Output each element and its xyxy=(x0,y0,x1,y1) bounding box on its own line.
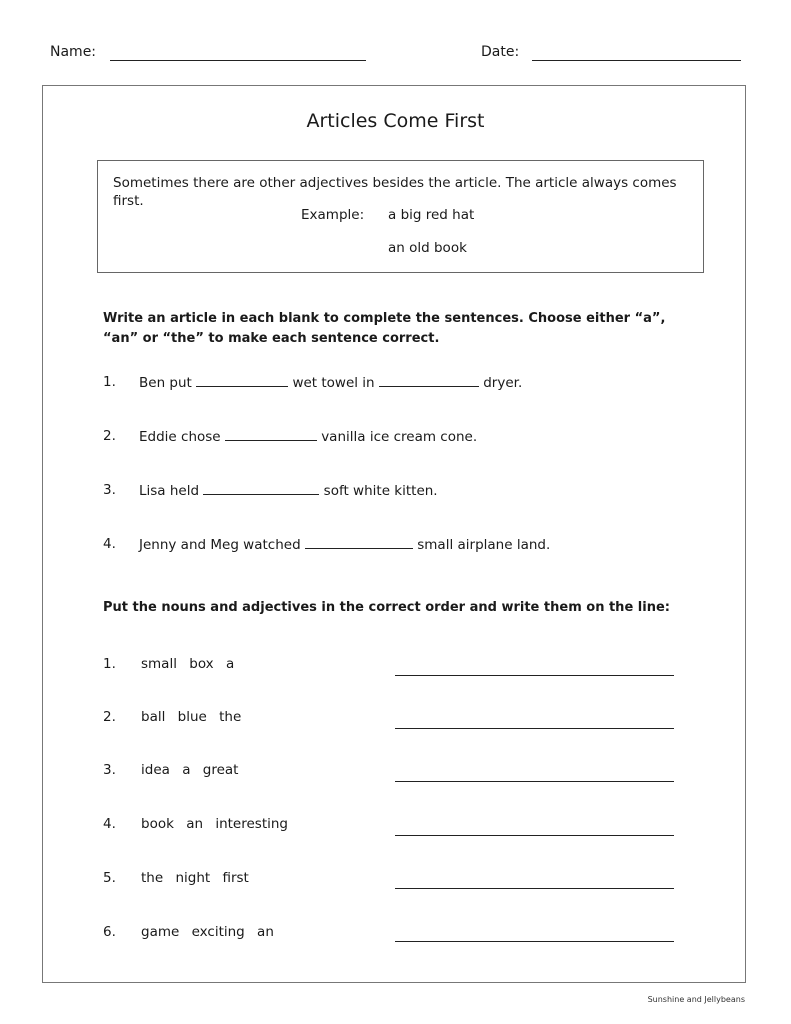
name-label: Name: xyxy=(50,44,97,60)
sentence-text: Jenny and Meg watched xyxy=(139,537,301,553)
word-list: game exciting an xyxy=(141,924,274,940)
info-text: Sometimes there are other adjectives besides the article. The article always comes first. xyxy=(113,175,677,209)
answer-line[interactable] xyxy=(395,888,674,889)
item-number: 1. xyxy=(103,656,116,672)
sentence-text: wet towel in xyxy=(292,375,375,391)
sentence-number: 4. xyxy=(103,536,116,552)
answer-line[interactable] xyxy=(395,675,674,676)
item-number: 6. xyxy=(103,924,116,940)
answer-line[interactable] xyxy=(395,835,674,836)
item-number: 4. xyxy=(103,816,116,832)
sentence-text: vanilla ice cream cone. xyxy=(321,429,478,445)
sentence-text: small airplane land. xyxy=(417,537,551,553)
word-list: ball blue the xyxy=(141,709,242,725)
answer-line[interactable] xyxy=(395,781,674,782)
part2-instructions: Put the nouns and adjectives in the correct order and write them on the line: xyxy=(103,600,670,615)
date-field-line[interactable] xyxy=(532,60,741,61)
sentence-number: 2. xyxy=(103,428,116,444)
date-label: Date: xyxy=(481,44,520,60)
worksheet-title: Articles Come First xyxy=(306,110,485,132)
word-list: book an interesting xyxy=(141,816,288,832)
answer-line[interactable] xyxy=(395,941,674,942)
sentence-4 xyxy=(139,536,550,553)
example-phrase-2: an old book xyxy=(388,240,467,256)
item-number: 5. xyxy=(103,870,116,886)
sentence-1 xyxy=(139,374,522,391)
item-number: 3. xyxy=(103,762,116,778)
example-label: Example: xyxy=(301,207,365,223)
sentence-2 xyxy=(139,428,477,445)
sentence-number: 1. xyxy=(103,374,116,390)
info-box xyxy=(97,160,704,273)
sentence-text: soft white kitten. xyxy=(323,483,438,499)
footer-credit: Sunshine and Jellybeans xyxy=(647,995,745,1004)
sentence-text: Lisa held xyxy=(139,483,200,499)
sentence-number: 3. xyxy=(103,482,116,498)
article-blank[interactable] xyxy=(305,536,413,549)
sentence-text: Eddie chose xyxy=(139,429,221,445)
word-list: idea a great xyxy=(141,762,239,778)
example-phrase-1: a big red hat xyxy=(388,207,475,223)
item-number: 2. xyxy=(103,709,116,725)
sentence-text: Ben put xyxy=(139,375,192,391)
name-field-line[interactable] xyxy=(110,60,366,61)
sentence-text: dryer. xyxy=(483,375,523,391)
article-blank[interactable] xyxy=(196,374,288,387)
article-blank[interactable] xyxy=(225,428,317,441)
sentence-3 xyxy=(139,482,438,499)
answer-line[interactable] xyxy=(395,728,674,729)
word-list: small box a xyxy=(141,656,235,672)
part1-instructions: Write an article in each blank to complete the sentences. Choose either “a”, “an” or “the” to make each sentence correct. xyxy=(103,311,666,346)
article-blank[interactable] xyxy=(203,482,319,495)
article-blank[interactable] xyxy=(379,374,479,387)
word-list: the night first xyxy=(141,870,249,886)
